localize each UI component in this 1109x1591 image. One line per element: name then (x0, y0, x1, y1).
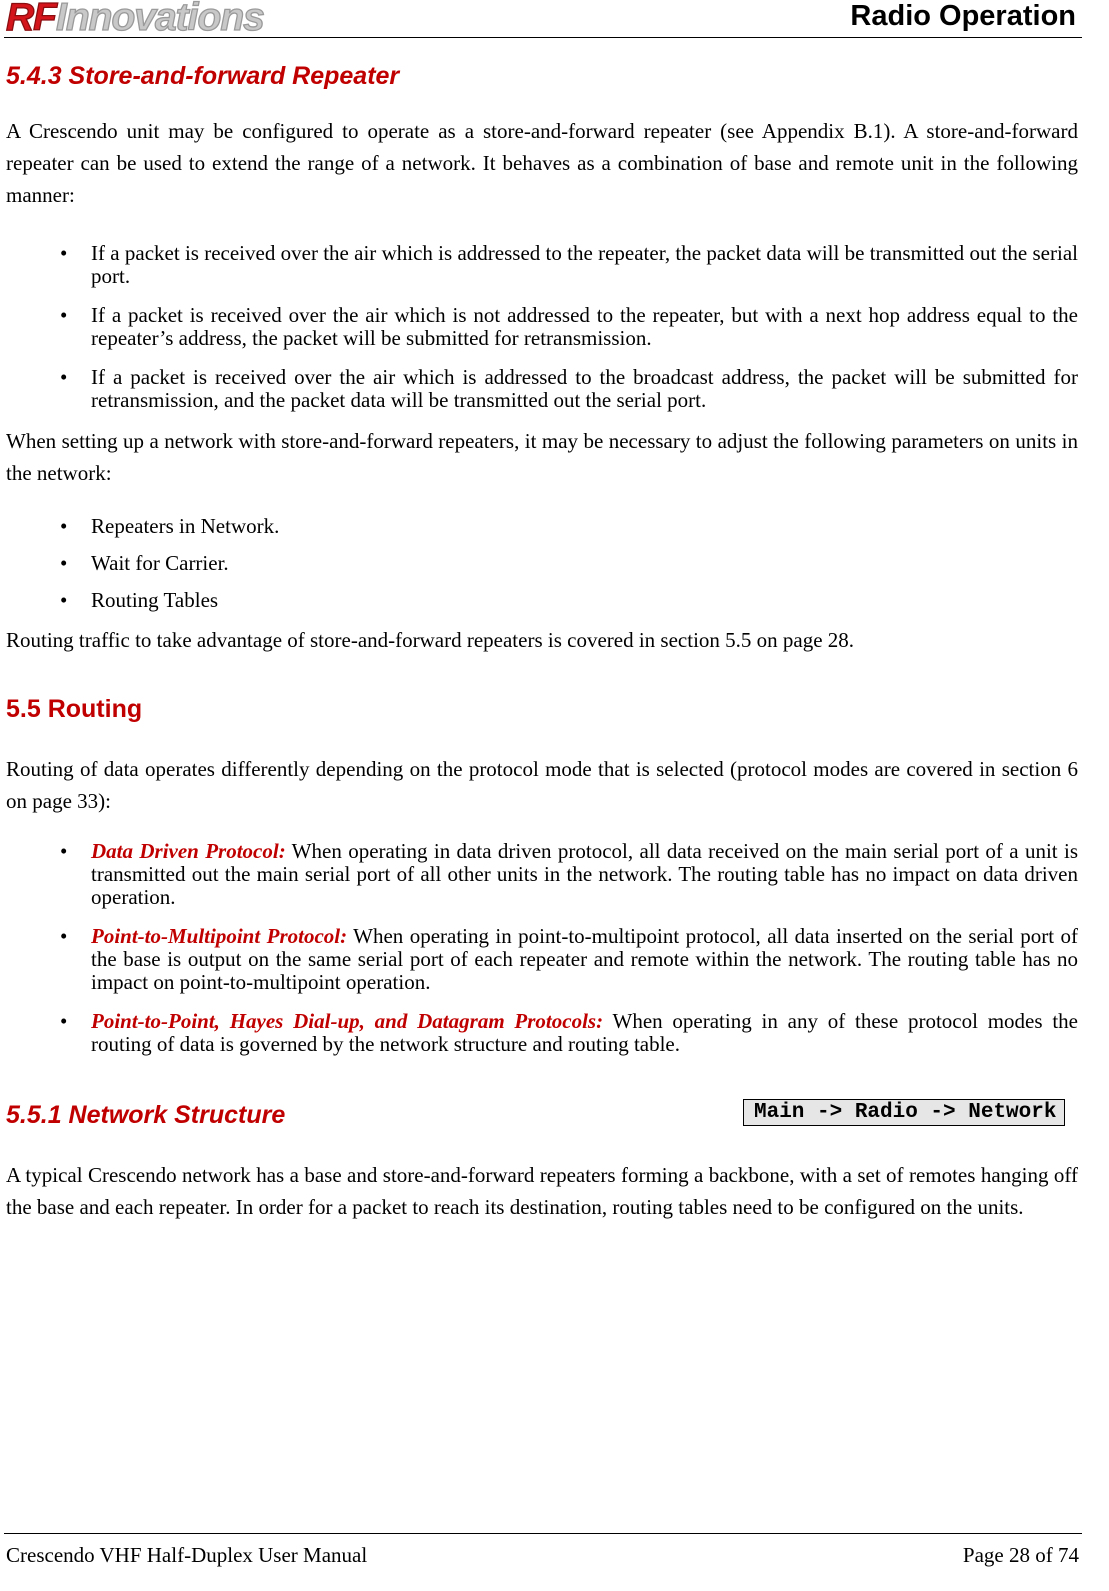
bullet-icon: • (60, 924, 68, 948)
list-item-text: If a packet is received over the air which is addressed to the broadcast address, the packet will be submitted for retransmission, and the packet data will be transmitted out the serial port. (91, 365, 1078, 412)
list-item (6, 304, 1078, 350)
menu-path-box: Main -> Radio -> Network (743, 1099, 1065, 1126)
list-item (6, 366, 1078, 412)
protocol-term: Point-to-Multipoint Protocol: (91, 924, 348, 948)
list-item-text: If a packet is received over the air which is not addressed to the repeater, but with a next hop address equal to the repeater’s address, the packet will be submitted for retransmission. (91, 303, 1078, 350)
bullet-icon: • (60, 241, 68, 265)
bullet-icon: • (60, 551, 68, 575)
logo-innovations: Innovations (56, 0, 264, 39)
list-item (6, 242, 1078, 288)
list-item-text: Wait for Carrier. (91, 551, 229, 575)
paragraph-routing-reference: Routing traffic to take advantage of store-and-forward repeaters is covered in section 5.5 on page 28. (6, 628, 855, 652)
bullet-icon: • (60, 514, 68, 538)
bullet-icon: • (60, 1009, 68, 1033)
paragraph-repeater-intro: A Crescendo unit may be configured to operate as a store-and-forward repeater (see Appendix B.1). A store-and-forward repeater can be used to extend the range of a network. It behaves as a combination of base and remote unit in the following manner: (6, 119, 1078, 207)
header-title: Radio Operation (850, 0, 1076, 32)
paragraph-routing-intro: Routing of data operates differently depending on the protocol mode that is selected (protocol modes are covered in section 6 on page 33): (6, 757, 1078, 813)
protocol-list (6, 840, 1078, 1056)
list-item (6, 840, 1078, 909)
footer-rule (4, 1533, 1082, 1534)
protocol-description: When operating in data driven protocol, all data received on the main serial port of a unit is transmitted out the main serial port of all other units in the network. The routing table has no impact on data driven operation. (91, 839, 1078, 909)
bullet-icon: • (60, 365, 68, 389)
list-item-text: Routing Tables (91, 588, 219, 612)
protocol-description: When operating in point-to-multipoint protocol, all data inserted on the serial port of the base is output on the same serial port of each repeater and remote within the network. The routing table has no impact on point-to-multipoint operation. (91, 924, 1079, 994)
params-list (6, 515, 1078, 612)
footer-page-number: Page 28 of 74 (962, 1543, 1079, 1567)
bullet-icon: • (60, 303, 68, 327)
paragraph-network-structure: A typical Crescendo network has a base and store-and-forward repeaters forming a backbone, with a set of remotes hanging off the base and each repeater. In order for a packet to reach its destination, routing tables need to be configured on the units. (6, 1163, 1078, 1219)
bullet-icon: • (60, 588, 68, 612)
list-item-text: If a packet is received over the air which is addressed to the repeater, the packet data will be transmitted out the serial port. (91, 241, 1078, 288)
header-rule (4, 37, 1082, 38)
heading-5-4-3: 5.4.3 Store-and-forward Repeater (6, 62, 400, 90)
list-item (6, 1010, 1078, 1056)
bullet-icon: • (60, 839, 68, 863)
list-item-text: Repeaters in Network. (91, 514, 280, 538)
protocol-term: Data Driven Protocol: (91, 839, 286, 863)
list-item (6, 925, 1078, 994)
list-item (6, 589, 1078, 612)
repeater-behaviour-list (6, 242, 1078, 412)
footer-manual-title: Crescendo VHF Half-Duplex User Manual (6, 1543, 368, 1567)
paragraph-params-intro: When setting up a network with store-and-forward repeaters, it may be necessary to adjust the following parameters on units in the network: (6, 429, 1078, 485)
rf-innovations-logo (6, 0, 264, 40)
list-item (6, 552, 1078, 575)
heading-5-5: 5.5 Routing (6, 695, 143, 723)
list-item (6, 515, 1078, 538)
protocol-term: Point-to-Point, Hayes Dial-up, and Datagram Protocols: (91, 1009, 604, 1033)
heading-5-5-1: 5.5.1 Network Structure (6, 1101, 286, 1129)
logo-rf: RF (6, 0, 56, 39)
protocol-description: When operating in any of these protocol modes the routing of data is governed by the network structure and routing table. (91, 1009, 1078, 1056)
